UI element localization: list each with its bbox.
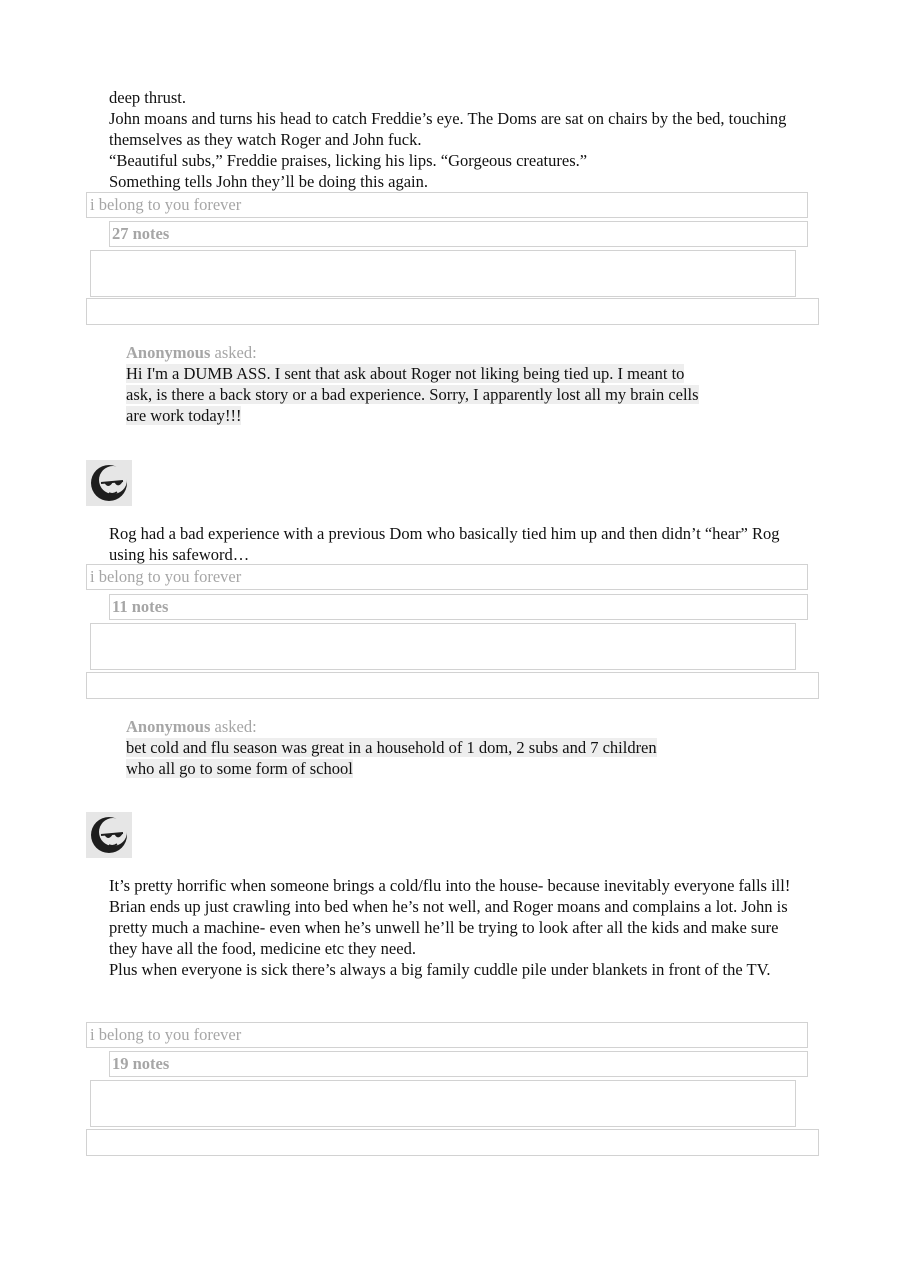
ask-question-text: bet cold and flu season was great in a household of 1 dom, 2 subs and 7 children who all go to some form of school [126, 738, 657, 778]
post-paragraph: Rog had a bad experience with a previous Dom who basically tied him up and then didn’t “hear” Rog using his safeword… [109, 524, 780, 564]
post-footer-box [90, 623, 796, 670]
post-paragraph: Something tells John they’ll be doing this again. [109, 172, 428, 191]
notes-count-link[interactable]: 27 notes [109, 221, 808, 247]
blog-tagline-link[interactable]: i belong to you forever [86, 564, 808, 590]
notes-count-link[interactable]: 11 notes [109, 594, 808, 620]
post-footer-box [90, 1080, 796, 1127]
post-separator-box [86, 672, 819, 699]
avatar[interactable] [86, 812, 132, 858]
blog-tagline-link[interactable]: i belong to you forever [86, 1022, 808, 1048]
post-body [109, 523, 799, 565]
ask-header [126, 716, 726, 737]
post-paragraph: Brian ends up just crawling into bed when he’s not well, and Roger moans and complains a lot. John is pretty much a machine- even when he’s unwell he’ll be trying to look after all the kids and make sure they have all the food, medicine etc they need. [109, 897, 788, 958]
post-paragraph: John moans and turns his head to catch Freddie’s eye. The Doms are sat on chairs by the bed, touching themselves as they watch Roger and John fuck. [109, 109, 787, 149]
post-separator-box [86, 298, 819, 325]
ask-header [126, 342, 726, 363]
ask-block [126, 716, 726, 779]
post-body [109, 87, 799, 192]
post-paragraph: deep thrust. [109, 88, 186, 107]
blog-tagline-link[interactable]: i belong to you forever [86, 192, 808, 218]
post-paragraph: Plus when everyone is sick there’s always a big family cuddle pile under blankets in front of the TV. [109, 960, 771, 979]
asked-label: asked: [210, 343, 257, 362]
post-paragraph: It’s pretty horrific when someone brings a cold/flu into the house- because inevitably everyone falls ill! [109, 876, 791, 895]
ask-question [126, 737, 666, 779]
post-separator-box [86, 1129, 819, 1156]
post-paragraph: “Beautiful subs,” Freddie praises, licking his lips. “Gorgeous creatures.” [109, 151, 588, 170]
sunglasses-face-icon [86, 460, 132, 506]
post-footer-box [90, 250, 796, 297]
asker-name[interactable]: Anonymous [126, 343, 211, 362]
sunglasses-face-icon [86, 812, 132, 858]
asked-label: asked: [210, 717, 257, 736]
post-body [109, 875, 799, 980]
ask-question-text: Hi I'm a DUMB ASS. I sent that ask about Roger not liking being tied up. I meant to ask, is there a back story or a bad experience. Sorry, I apparently lost all my brain cells are work today!!! [126, 364, 699, 425]
ask-block [126, 342, 726, 426]
ask-question [126, 363, 706, 426]
asker-name[interactable]: Anonymous [126, 717, 211, 736]
notes-count-link[interactable]: 19 notes [109, 1051, 808, 1077]
avatar[interactable] [86, 460, 132, 506]
